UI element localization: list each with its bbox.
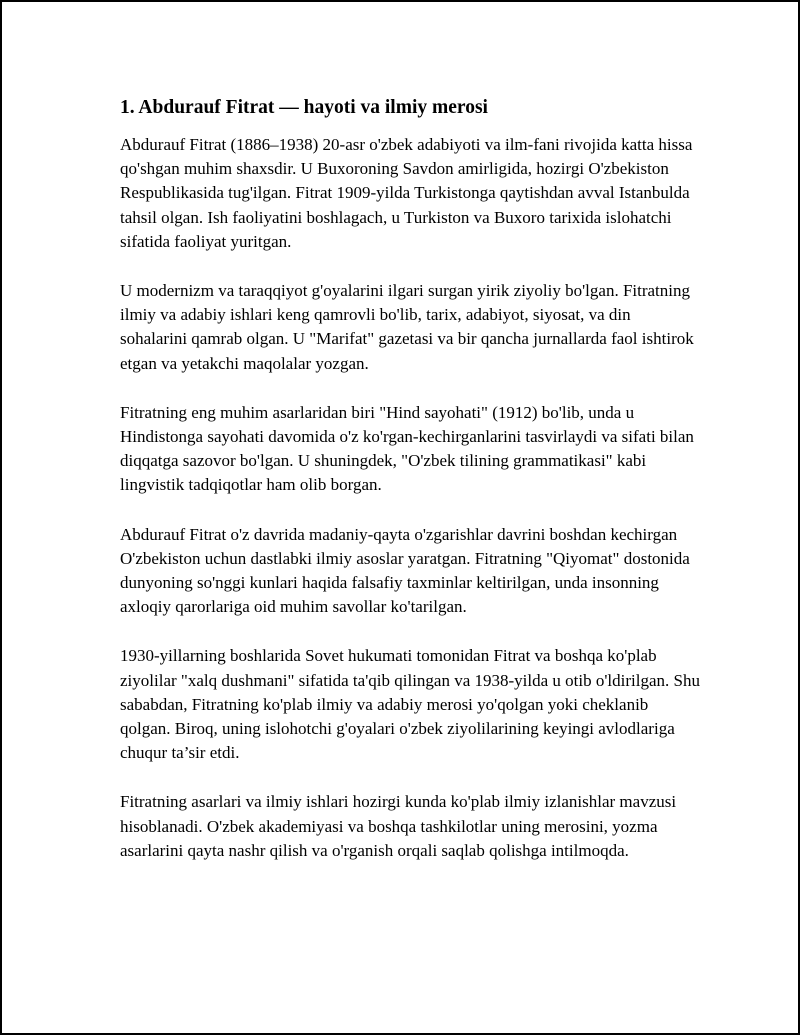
paragraph-scholarly-foundations: Abdurauf Fitrat o'z davrida madaniy-qayta o'zgarishlar davrini boshdan kechirgan O'zbekiston uchun dastlabki ilmiy asoslar yaratgan. Fitratning "Qiyomat" dostonida dunyoning so'nggi kunlari haqida falsafiy taxminlar keltirilgan, unda insonning axloqiy qarorlariga oid muhim savollar ko'tarilgan. (120, 524, 690, 617)
document-title: 1. Abdurauf Fitrat — hayoti va ilmiy merosi (120, 97, 488, 118)
paragraph-major-works: Fitratning eng muhim asarlaridan biri "Hind sayohati" (1912) bo'lib, unda u Hindistonga sayohati davomida o'z ko'rgan-kechirganlarini tasvirlaydi va sifati bilan diqqatga sazovor bo'lgan. U shuningdek, "O'zbek tilining grammatikasi" kabi lingvistik tadqiqotlar ham olib borgan. (120, 402, 694, 495)
paragraph-repression: 1930-yillarning boshlarida Sovet hukumati tomonidan Fitrat va boshqa ko'plab ziyolilar "xalq dushmani" sifatida ta'qib qilingan va 1938-yilda u otib o'ldirilgan. Shu sababdan, Fitratning ko'plab ilmiy va adabiy merosi yo'qolgan yoki cheklanib qolgan. Biroq, uning islohotchi g'oyalari o'zbek ziyolilarining keyingi avlodlariga chuqur ta’sir etdi. (120, 646, 700, 763)
paragraph-legacy: Fitratning asarlari va ilmiy ishlari hozirgi kunda ko'plab ilmiy izlanishlar mavzusi hisoblanadi. O'zbek akademiyasi va boshqa tashkilotlar uning merosini, yozma asarlarini qayta nashr qilish va o'rganish orqali saqlab qolishga intilmoqda. (120, 792, 677, 860)
paragraph-birth-education: Abdurauf Fitrat (1886–1938) 20-asr o'zbek adabiyoti va ilm-fani rivojida katta hissa qo'shgan muhim shaxsdir. U Buxoroning Savdon amirligida, hozirgi O'zbekiston Respublikasida tug'ilgan. Fitrat 1909-yilda Turkistonga qaytishdan avval Istanbulda tahsil olgan. Ish faoliyatini boshlagach, u Turkiston va Buxoro tarixida islohatchi sifatida faoliyat yuritgan. (120, 135, 693, 251)
paragraph-modernism: U modernizm va taraqqiyot g'oyalarini ilgari surgan yirik ziyoliy bo'lgan. Fitratning ilmiy va adabiy ishlari keng qamrovli bo'lib, tarix, adabiyot, siyosat, va din sohalarini qamrab olgan. U "Marifat" gazetasi va bir qancha jurnallarda faol ishtirok etgan va yetakchi maqolalar yozgan. (120, 281, 694, 373)
document-body (120, 96, 700, 888)
